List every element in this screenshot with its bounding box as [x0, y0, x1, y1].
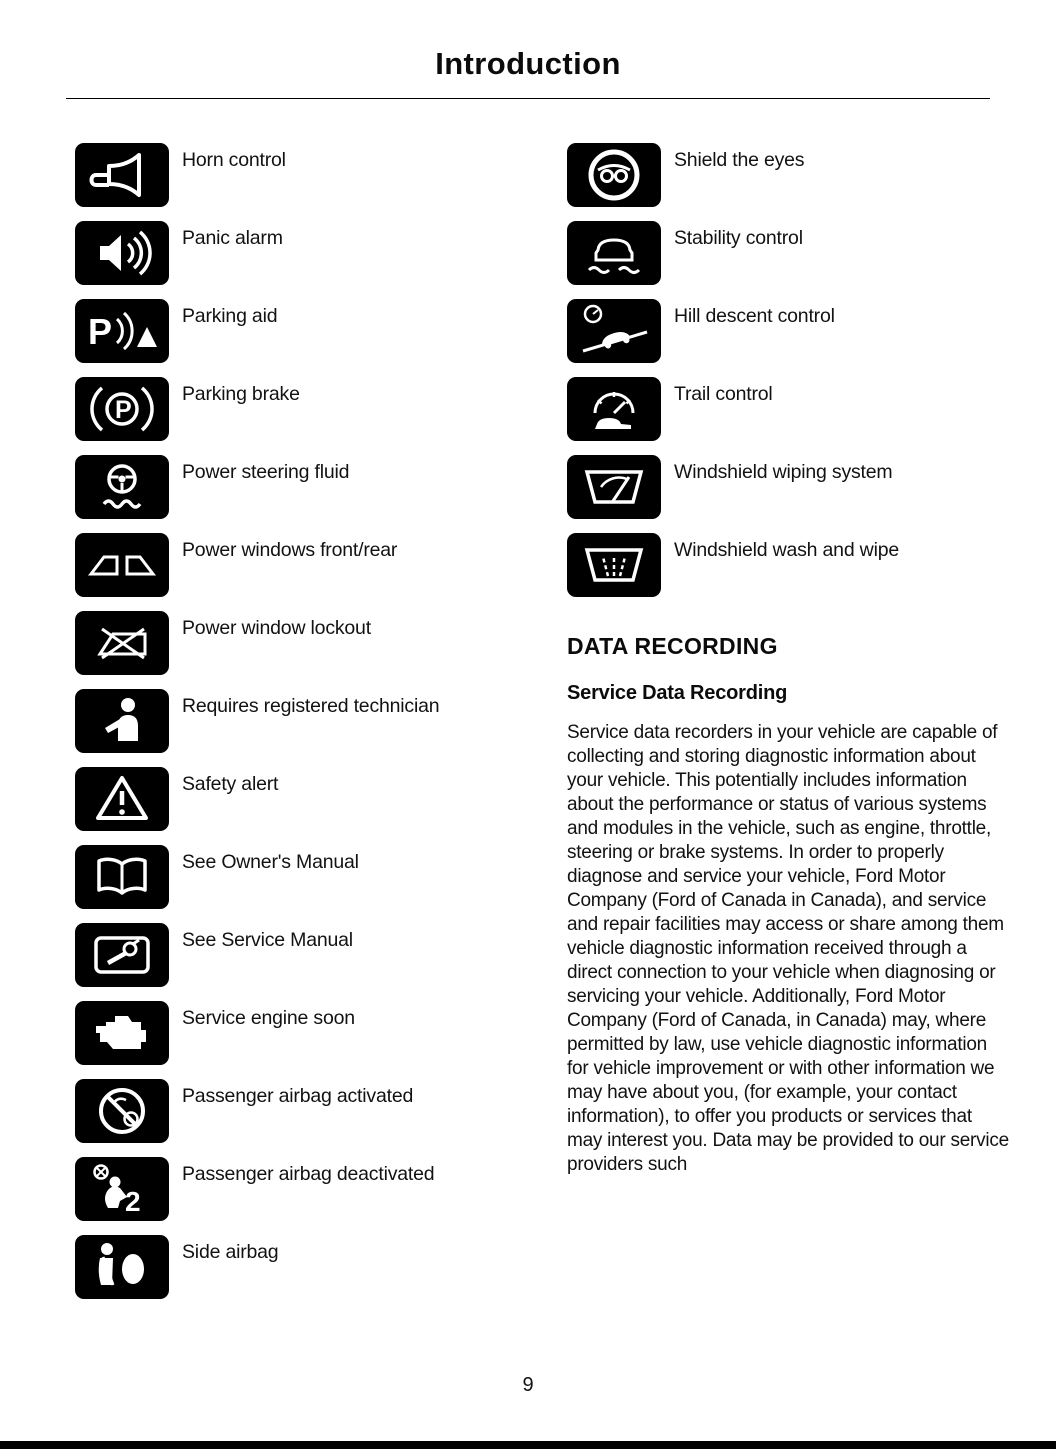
symbol-row [75, 1157, 523, 1221]
symbol-label: Safety alert [182, 773, 279, 795]
service-data-recording-paragraph: Service data recorders in your vehicle are capable of collecting and storing diagnostic information about your vehicle. This potentially includes information about the performance or status of various systems and modules in the vehicle, such as engine, throttle, steering or brake systems. In order to properly diagnose and service your vehicle, Ford Motor Company (Ford of Canada in Canada), and service and repair facilities may access or share among them vehicle diagnostic information received through a direct connection to your vehicle when diagnosing or servicing your vehicle. Additionally, Ford Motor Company (Ford of Canada, in Canada) may, where permitted by law, use vehicle diagnostic information for vehicle improvement or with other information we may have about you, (for example, your contact information), to offer you products or services that may interest you. Data may be provided to our service providers such [567, 722, 1009, 1175]
symbol-row [567, 221, 1010, 285]
symbol-row [567, 455, 1010, 519]
windshield-wash-icon [567, 533, 661, 597]
symbol-label: Panic alarm [182, 227, 283, 249]
power-windows-icon [75, 533, 169, 597]
page-title: Introduction [435, 46, 621, 81]
symbol-row [75, 533, 523, 597]
symbol-label: See Owner's Manual [182, 851, 359, 873]
symbol-label: Parking brake [182, 383, 300, 405]
eye-shield-icon [567, 143, 661, 207]
speaker-icon [75, 221, 169, 285]
right-column [567, 143, 1010, 1313]
symbol-row [75, 689, 523, 753]
title-rule [66, 98, 990, 99]
open-book-icon [75, 845, 169, 909]
symbol-row [75, 455, 523, 519]
symbol-row [75, 1079, 523, 1143]
content-columns [75, 143, 1009, 1313]
symbol-label: Power steering fluid [182, 461, 350, 483]
page-number: 9 [522, 1374, 534, 1396]
symbol-label: Parking aid [182, 305, 278, 327]
symbol-row [75, 377, 523, 441]
wrench-screen-icon [75, 923, 169, 987]
symbol-label: Trail control [674, 383, 773, 405]
hill-descent-icon [567, 299, 661, 363]
symbol-label: Hill descent control [674, 305, 835, 327]
symbol-label: Service engine soon [182, 1007, 355, 1029]
symbol-row [75, 221, 523, 285]
parking-aid-letter: P [88, 311, 113, 352]
symbol-row [75, 1001, 523, 1065]
symbol-row [75, 845, 523, 909]
airbag-activated-icon [75, 1079, 169, 1143]
symbol-label: Shield the eyes [674, 149, 805, 171]
symbol-label: Power window lockout [182, 617, 371, 639]
page-bottom-bar [0, 1441, 1056, 1449]
parking-brake-letter: P [115, 396, 132, 424]
symbol-row [567, 377, 1010, 441]
airbag-deactivated-icon [75, 1157, 169, 1221]
stability-control-icon [567, 221, 661, 285]
subsection-heading-service-data-recording: Service Data Recording [567, 682, 788, 704]
symbol-row [567, 143, 1010, 207]
symbols-column-left [75, 143, 523, 1313]
horn-icon [75, 143, 169, 207]
symbol-row [75, 923, 523, 987]
engine-icon [75, 1001, 169, 1065]
symbol-label: Side airbag [182, 1241, 279, 1263]
steering-wheel-fluid-icon [75, 455, 169, 519]
technician-icon [75, 689, 169, 753]
symbol-row [75, 143, 523, 207]
side-airbag-icon [75, 1235, 169, 1299]
windshield-wiper-icon [567, 455, 661, 519]
symbol-label: Windshield wiping system [674, 461, 893, 483]
symbol-row [75, 299, 523, 363]
window-lockout-icon [75, 611, 169, 675]
symbol-label: Passenger airbag activated [182, 1085, 414, 1107]
symbol-label: Passenger airbag deactivated [182, 1163, 435, 1185]
symbol-label: Windshield wash and wipe [674, 539, 899, 561]
symbol-label: Stability control [674, 227, 803, 249]
symbol-label: Requires registered technician [182, 695, 440, 717]
symbol-label: Horn control [182, 149, 286, 171]
airbag-two-digit: 2 [125, 1186, 141, 1217]
symbol-label: Power windows front/rear [182, 539, 398, 561]
parking-aid-icon [75, 299, 169, 363]
symbol-row [75, 1235, 523, 1299]
trail-control-icon [567, 377, 661, 441]
symbol-row [567, 533, 1010, 597]
symbol-row [567, 299, 1010, 363]
symbol-label: See Service Manual [182, 929, 353, 951]
section-heading-data-recording: DATA RECORDING [567, 633, 778, 659]
symbol-row [75, 767, 523, 831]
warning-triangle-icon [75, 767, 169, 831]
symbol-row [75, 611, 523, 675]
parking-brake-icon [75, 377, 169, 441]
